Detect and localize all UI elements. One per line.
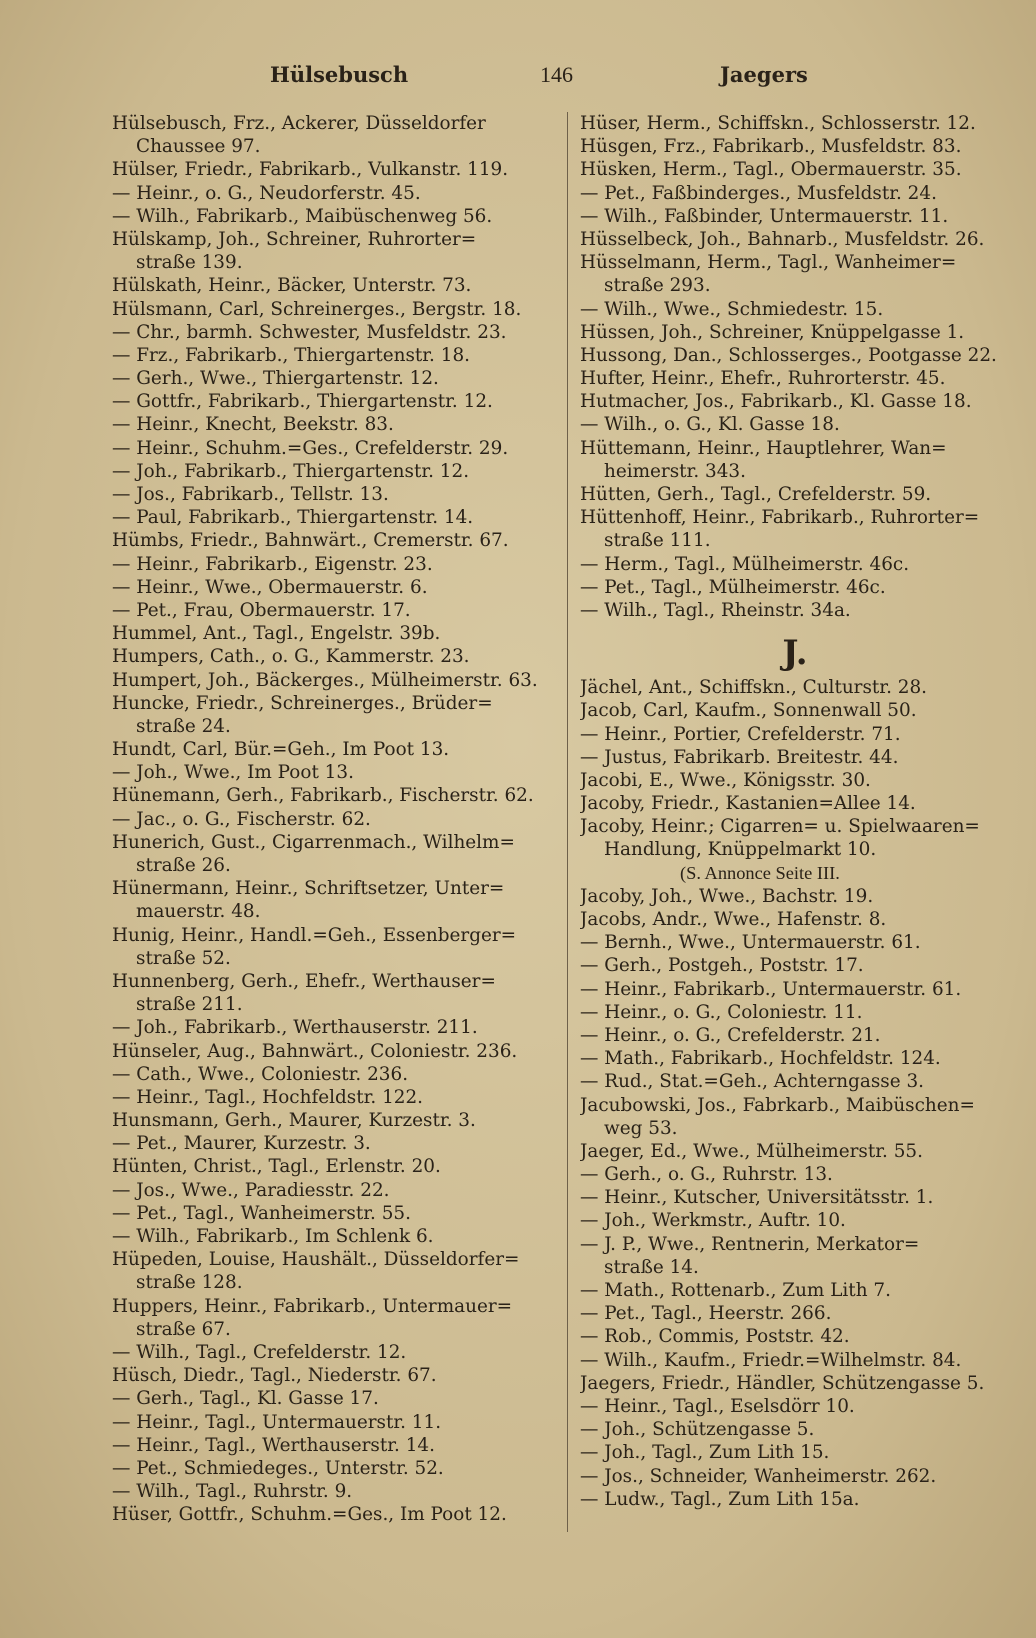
entry-continuation: straße 24. bbox=[136, 715, 231, 737]
sub-entry: — Bernh., Wwe., Untermauerstr. 61. bbox=[580, 932, 921, 954]
sub-entry: — J. P., Wwe., Rentnerin, Merkator= bbox=[580, 1233, 920, 1255]
sub-entry: — Pet., Faßbinderges., Musfeldstr. 24. bbox=[580, 182, 937, 204]
sub-entry: — Heinr., Knecht, Beekstr. 83. bbox=[112, 414, 394, 436]
page-number: 146 bbox=[540, 62, 573, 87]
column-divider bbox=[567, 112, 568, 1532]
directory-entry: Hünten, Christ., Tagl., Erlenstr. 20. bbox=[112, 1156, 441, 1178]
directory-entry: Hunerich, Gust., Cigarrenmach., Wilhelm= bbox=[112, 831, 515, 853]
directory-entry: Hülsebusch, Frz., Ackerer, Düsseldorfer bbox=[112, 113, 486, 134]
sub-entry: — Rob., Commis, Poststr. 42. bbox=[580, 1326, 850, 1348]
directory-entry: Hülsmann, Carl, Schreinerges., Bergstr. 18. bbox=[112, 298, 522, 320]
header-right-keyword: Jaegers bbox=[720, 62, 808, 87]
directory-entry: Hüsselmann, Herm., Tagl., Wanheimer= bbox=[580, 252, 957, 274]
entry-continuation: mauerstr. 48. bbox=[136, 901, 261, 923]
directory-entry: Hütten, Gerh., Tagl., Crefelderstr. 59. bbox=[580, 484, 932, 505]
sub-entry: — Heinr., o. G., Coloniestr. 11. bbox=[580, 1001, 863, 1023]
sub-entry: — Heinr., Portier, Crefelderstr. 71. bbox=[580, 723, 901, 745]
directory-entry: Hunnenberg, Gerh., Ehefr., Werthauser= bbox=[112, 970, 496, 992]
sub-entry: — Ludw., Tagl., Zum Lith 15a. bbox=[580, 1488, 860, 1510]
entry-continuation: heimerstr. 343. bbox=[604, 460, 746, 482]
directory-entry: Jacoby, Friedr., Kastanien=Allee 14. bbox=[580, 793, 916, 815]
sub-entry: — Heinr., Tagl., Hochfeldstr. 122. bbox=[112, 1086, 424, 1108]
entry-continuation: straße 26. bbox=[136, 855, 231, 876]
directory-entry: Hünermann, Heinr., Schriftsetzer, Unter= bbox=[112, 878, 505, 900]
sub-entry: — Wilh., Wwe., Schmiedestr. 15. bbox=[580, 298, 884, 320]
entry-continuation: straße 128. bbox=[136, 1272, 243, 1294]
directory-entry: Jacobi, E., Wwe., Königsstr. 30. bbox=[580, 769, 871, 791]
sub-entry: — Wilh., o. G., Kl. Gasse 18. bbox=[580, 414, 840, 436]
sub-entry: — Gerh., Tagl., Kl. Gasse 17. bbox=[112, 1388, 379, 1410]
entry-continuation: straße 111. bbox=[604, 530, 711, 552]
sub-entry: — Gottfr., Fabrikarb., Thiergartenstr. 12. bbox=[112, 391, 493, 413]
sub-entry: — Joh., Werkmstr., Auftr. 10. bbox=[580, 1210, 846, 1232]
annotation-note: (S. Annonce Seite III. bbox=[680, 862, 840, 883]
directory-entry: Huncke, Friedr., Schreinerges., Brüder= bbox=[112, 692, 493, 714]
left-column bbox=[112, 112, 542, 1526]
directory-entry: Hunsmann, Gerh., Maurer, Kurzestr. 3. bbox=[112, 1110, 476, 1132]
entry-continuation: straße 139. bbox=[136, 252, 243, 274]
directory-entry: Hundt, Carl, Bür.=Geh., Im Poot 13. bbox=[112, 739, 450, 761]
sub-entry: — Wilh., Fabrikarb., Maibüschenweg 56. bbox=[112, 205, 493, 227]
sub-entry: — Wilh., Tagl., Rheinstr. 34a. bbox=[580, 599, 851, 621]
entry-continuation: straße 52. bbox=[136, 947, 231, 969]
sub-entry: — Paul, Fabrikarb., Thiergartenstr. 14. bbox=[112, 507, 474, 529]
sub-entry: — Heinr., o. G., Neudorferstr. 45. bbox=[112, 182, 421, 204]
sub-entry: — Wilh., Fabrikarb., Im Schlenk 6. bbox=[112, 1226, 434, 1247]
sub-entry: — Pet., Tagl., Wanheimerstr. 55. bbox=[112, 1202, 411, 1224]
sub-entry: — Pet., Maurer, Kurzestr. 3. bbox=[112, 1133, 371, 1155]
sub-entry: — Heinr., Tagl., Eselsdörr 10. bbox=[580, 1395, 855, 1417]
directory-entry: Jacob, Carl, Kaufm., Sonnenwall 50. bbox=[580, 700, 917, 722]
directory-entry: Huppers, Heinr., Fabrikarb., Untermauer= bbox=[112, 1295, 513, 1317]
directory-entry: Hutmacher, Jos., Fabrikarb., Kl. Gasse 18. bbox=[580, 391, 972, 413]
sub-entry: — Heinr., Wwe., Obermauerstr. 6. bbox=[112, 576, 428, 598]
sub-entry: — Math., Rottenarb., Zum Lith 7. bbox=[580, 1280, 891, 1301]
sub-entry: — Pet., Schmiedeges., Unterstr. 52. bbox=[112, 1457, 444, 1479]
sub-entry: — Rud., Stat.=Geh., Achterngasse 3. bbox=[580, 1071, 925, 1093]
sub-entry: — Pet., Tagl., Mülheimerstr. 46c. bbox=[580, 576, 886, 598]
sub-entry: — Jac., o. G., Fischerstr. 62. bbox=[112, 808, 371, 830]
directory-entry: Humpers, Cath., o. G., Kammerstr. 23. bbox=[112, 646, 470, 668]
sub-entry: — Heinr., Fabrikarb., Eigenstr. 23. bbox=[112, 553, 433, 575]
sub-entry: — Heinr., Fabrikarb., Untermauerstr. 61. bbox=[580, 978, 962, 1000]
directory-entry: Hunig, Heinr., Handl.=Geh., Essenberger= bbox=[112, 924, 517, 946]
entry-continuation: weg 53. bbox=[604, 1117, 678, 1139]
directory-entry: Hüser, Gottfr., Schuhm.=Ges., Im Poot 12. bbox=[112, 1504, 507, 1526]
page-header bbox=[110, 62, 966, 96]
directory-entry: Hüpeden, Louise, Haushält., Düsseldorfer= bbox=[112, 1249, 520, 1271]
directory-entry: Humpert, Joh., Bäckerges., Mülheimerstr. 63. bbox=[112, 669, 538, 691]
entry-continuation: Chaussee 97. bbox=[136, 136, 261, 158]
sub-entry: — Math., Fabrikarb., Hochfeldstr. 124. bbox=[580, 1048, 941, 1070]
sub-entry: — Heinr., Tagl., Untermauerstr. 11. bbox=[112, 1411, 442, 1433]
sub-entry: — Gerh., Postgeh., Poststr. 17. bbox=[580, 955, 864, 977]
sub-entry: — Gerh., Wwe., Thiergartenstr. 12. bbox=[112, 368, 439, 390]
directory-entry: Jacubowski, Jos., Fabrkarb., Maibüschen= bbox=[580, 1094, 975, 1116]
directory-entry: Hülskamp, Joh., Schreiner, Ruhrorter= bbox=[112, 228, 477, 250]
header-left-keyword: Hülsebusch bbox=[270, 62, 409, 87]
sub-entry: — Wilh., Tagl., Ruhrstr. 9. bbox=[112, 1481, 353, 1503]
sub-entry: — Jos., Fabrikarb., Tellstr. 13. bbox=[112, 484, 389, 505]
directory-entry: Hüsken, Herm., Tagl., Obermauerstr. 35. bbox=[580, 159, 962, 181]
sub-entry: — Heinr., Kutscher, Universitätsstr. 1. bbox=[580, 1187, 934, 1209]
sub-entry: — Heinr., Tagl., Werthauserstr. 14. bbox=[112, 1434, 435, 1456]
sub-entry: — Herm., Tagl., Mülheimerstr. 46c. bbox=[580, 553, 910, 575]
sub-entry: — Gerh., o. G., Ruhrstr. 13. bbox=[580, 1164, 833, 1186]
sub-entry: — Jos., Wwe., Paradiesstr. 22. bbox=[112, 1179, 390, 1201]
directory-entry: Hüssen, Joh., Schreiner, Knüppelgasse 1. bbox=[580, 321, 965, 343]
directory-entry: Jacoby, Heinr.; Cigarren= u. Spielwaaren= bbox=[580, 816, 980, 838]
directory-entry: Hufter, Heinr., Ehefr., Ruhrorterstr. 45. bbox=[580, 368, 946, 390]
directory-entry: Hüsch, Diedr., Tagl., Niederstr. 67. bbox=[112, 1365, 437, 1387]
entry-continuation: Handlung, Knüppelmarkt 10. bbox=[604, 839, 877, 861]
entry-continuation: straße 211. bbox=[136, 994, 243, 1016]
section-letter-heading: J. bbox=[782, 633, 808, 674]
entry-continuation: straße 67. bbox=[136, 1318, 231, 1340]
sub-entry: — Wilh., Faßbinder, Untermauerstr. 11. bbox=[580, 205, 949, 227]
directory-entry: Hümbs, Friedr., Bahnwärt., Cremerstr. 67. bbox=[112, 530, 509, 552]
sub-entry: — Joh., Wwe., Im Poot 13. bbox=[112, 762, 354, 784]
directory-entry: Jacoby, Joh., Wwe., Bachstr. 19. bbox=[580, 885, 874, 907]
sub-entry: — Cath., Wwe., Coloniestr. 236. bbox=[112, 1063, 409, 1085]
sub-entry: — Pet., Tagl., Heerstr. 266. bbox=[580, 1303, 832, 1325]
directory-entry: Hünemann, Gerh., Fabrikarb., Fischerstr. 62. bbox=[112, 785, 534, 807]
directory-entry: Hülskath, Heinr., Bäcker, Unterstr. 73. bbox=[112, 275, 472, 297]
right-column bbox=[580, 112, 1010, 1511]
directory-entry: Hünseler, Aug., Bahnwärt., Coloniestr. 236. bbox=[112, 1040, 518, 1062]
directory-entry: Hüsgen, Frz., Fabrikarb., Musfeldstr. 83. bbox=[580, 136, 962, 158]
directory-entry: Hummel, Ant., Tagl., Engelstr. 39b. bbox=[112, 623, 441, 645]
sub-entry: — Wilh., Tagl., Crefelderstr. 12. bbox=[112, 1341, 407, 1363]
sub-entry: — Pet., Frau, Obermauerstr. 17. bbox=[112, 599, 411, 621]
sub-entry: — Joh., Fabrikarb., Werthauserstr. 211. bbox=[112, 1017, 478, 1039]
directory-entry: Hüser, Herm., Schiffskn., Schlosserstr. 12. bbox=[580, 113, 976, 134]
sub-entry: — Joh., Schützengasse 5. bbox=[580, 1419, 815, 1441]
directory-entry: Jächel, Ant., Schiffskn., Culturstr. 28. bbox=[580, 677, 928, 699]
sub-entry: — Joh., Fabrikarb., Thiergartenstr. 12. bbox=[112, 460, 470, 482]
sub-entry: — Chr., barmh. Schwester, Musfeldstr. 23. bbox=[112, 321, 507, 343]
directory-entry: Jacobs, Andr., Wwe., Hafenstr. 8. bbox=[580, 909, 887, 930]
entry-continuation: straße 14. bbox=[604, 1256, 699, 1278]
sub-entry: — Joh., Tagl., Zum Lith 15. bbox=[580, 1442, 830, 1464]
sub-entry: — Heinr., Schuhm.=Ges., Crefelderstr. 29. bbox=[112, 437, 509, 459]
sub-entry: — Jos., Schneider, Wanheimerstr. 262. bbox=[580, 1465, 937, 1487]
sub-entry: — Frz., Fabrikarb., Thiergartenstr. 18. bbox=[112, 344, 470, 366]
sub-entry: — Wilh., Kaufm., Friedr.=Wilhelmstr. 84. bbox=[580, 1349, 962, 1371]
sub-entry: — Heinr., o. G., Crefelderstr. 21. bbox=[580, 1024, 881, 1046]
directory-entry: Jaeger, Ed., Wwe., Mülheimerstr. 55. bbox=[580, 1140, 923, 1162]
entry-continuation: straße 293. bbox=[604, 275, 711, 297]
directory-entry: Hülser, Friedr., Fabrikarb., Vulkanstr. 119. bbox=[112, 159, 509, 181]
directory-entry: Jaegers, Friedr., Händler, Schützengasse 5. bbox=[580, 1372, 985, 1394]
directory-entry: Hüttenhoff, Heinr., Fabrikarb., Ruhrorter= bbox=[580, 507, 980, 529]
directory-entry: Hüsselbeck, Joh., Bahnarb., Musfeldstr. 26. bbox=[580, 228, 985, 250]
directory-entry: Hüttemann, Heinr., Hauptlehrer, Wan= bbox=[580, 437, 947, 459]
directory-entry: Hussong, Dan., Schlosserges., Pootgasse 22. bbox=[580, 344, 997, 366]
sub-entry: — Justus, Fabrikarb. Breitestr. 44. bbox=[580, 746, 899, 768]
